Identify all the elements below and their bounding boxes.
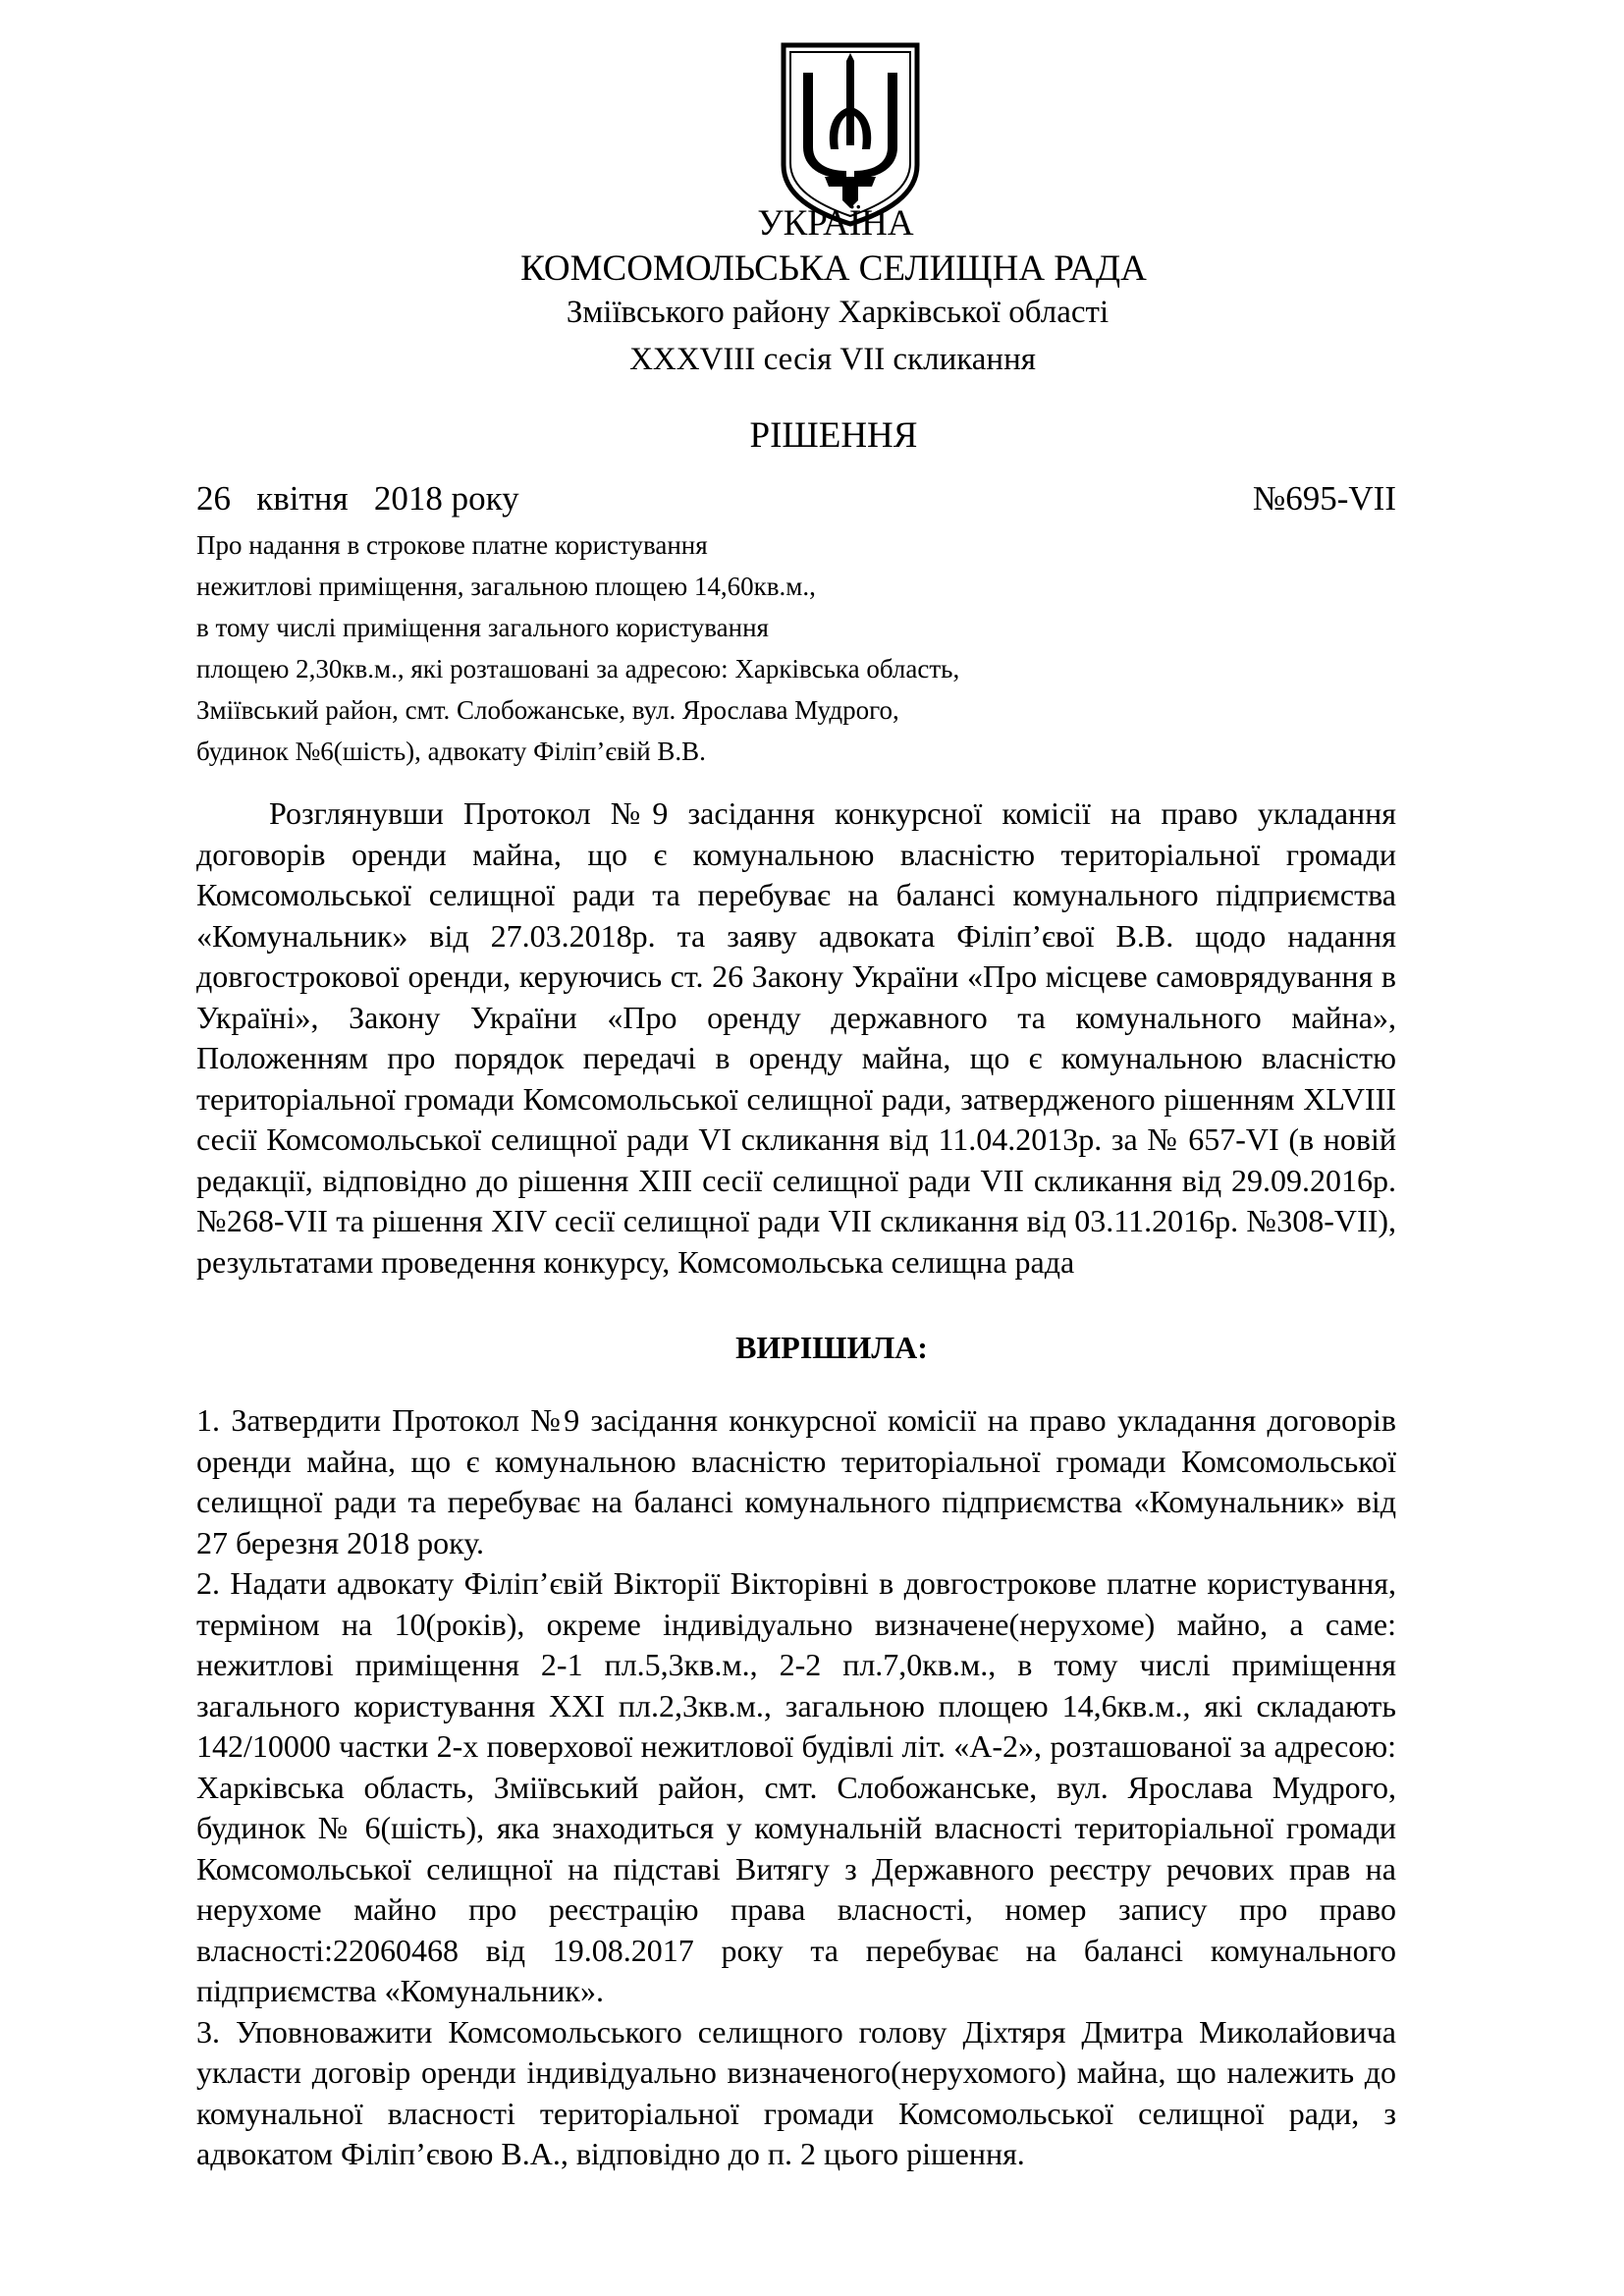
district-title: Зміївського району Харківської області: [566, 295, 1110, 330]
preamble-paragraph: Розглянувши Протокол №9 засідання конкурсної комісії на право укладання договорів оренди майна, що є комунальною власністю територіальної громади Комсомольської селищної ради та перебуває на балансі комунального підприємства «Комунальник» від 27.03.2018р. та заяву адвоката Філіп’євої В.В. щодо надання довгострокової оренди, керуючись ст. 26 Закону України «Про місцеве самоврядування в Україні», Закону України «Про оренду державного та комунального майна», Положенням про порядок передачі в оренду майна, що є комунальною власністю територіальної громади Комсомольської селищної ради, затвердженого рішенням XLVIII сесії Комсомольської селищної ради VI скликання від 11.04.2013р. за № 657-VI (в новій редакції, відповідно до рішення XIII сесії селищної ради VII скликання від 29.09.2016р. №268-VII та рішення XIV сесії селищної ради VII скликання від 03.11.2016р. №308-VII), результатами проведення конкурсу, Комсомольська селищна рада: [196, 795, 1396, 1280]
decision-number: №695-VII: [1252, 479, 1396, 518]
country-title: УКРАЇНА: [757, 203, 914, 244]
decision-item-3: 3. Уповноважити Комсомольського селищного голову Діхтяря Дмитра Миколайовича укласти договір оренди індивідуально визначеного(нерухомого) майна, що належить до комунальної власності територіальної громади Комсомольської селищної ради, з адвокатом Філіп’євою В.А., відповідно до п. 2 цього рішення.: [196, 2013, 1396, 2171]
subject-line: будинок №6(шість), адвокату Філіп’євій В.В.: [196, 737, 706, 766]
coat-of-arms-icon: [778, 39, 923, 228]
subject-line: площею 2,30кв.м., які розташовані за адресою: Харківська область,: [196, 654, 960, 683]
resolved-heading: ВИРІШИЛА:: [735, 1330, 928, 1365]
subject-line: нежитлові приміщення, загальною площею 14,60кв.м.,: [196, 572, 816, 601]
decision-item-1: 1. Затвердити Протокол №9 засідання конкурсної комісії на право укладання договорів оренди майна, що є комунальною власністю територіальної громади Комсомольської селищної ради та перебуває на балансі комунального підприємства «Комунальник» від 27 березня 2018 року.: [196, 1402, 1396, 1560]
decision-subject: [196, 524, 1080, 772]
decision-items: [196, 1400, 1396, 2175]
subject-line: Зміївський район, смт. Слобожанське, вул. Ярослава Мудрого,: [196, 695, 899, 725]
document-type-heading: РІШЕННЯ: [749, 415, 918, 456]
session-title: XXXVIII сесія VII скликання: [629, 342, 1036, 377]
council-title: КОМСОМОЛЬСЬКА СЕЛИЩНА РАДА: [520, 248, 1147, 289]
subject-line: Про надання в строкове платне користування: [196, 530, 708, 560]
decision-item-2: 2. Надати адвокату Філіп’євій Вікторії Вікторівні в довгострокове платне користування, терміном на 10(років), окреме індивідуально визначене(нерухоме) майно, а саме: нежитлові приміщення 2-1 пл.5,3кв.м., 2-2 пл.7,0кв.м., в тому числі приміщення загального користування XXI пл.2,3кв.м., загальною площею 14,6кв.м., які складають 142/10000 частки 2-х поверхової нежитлової будівлі літ. «А-2», розташованої за адресою: Харківська область, Зміївський район, смт. Слобожанське, вул. Ярослава Мудрого, будинок № 6(шість), яка знаходиться у комунальній власності територіальної громади Комсомольської селищної на підставі Витягу з Державного реєстру речових прав на нерухоме майно про реєстрацію права власності, номер запису про право власності:22060468 від 19.08.2017 року та перебуває на балансі комунального підприємства «Комунальник».: [196, 1565, 1396, 2008]
subject-line: в тому числі приміщення загального користування: [196, 613, 769, 642]
decision-date: 26 квітня 2018 року: [196, 479, 519, 518]
